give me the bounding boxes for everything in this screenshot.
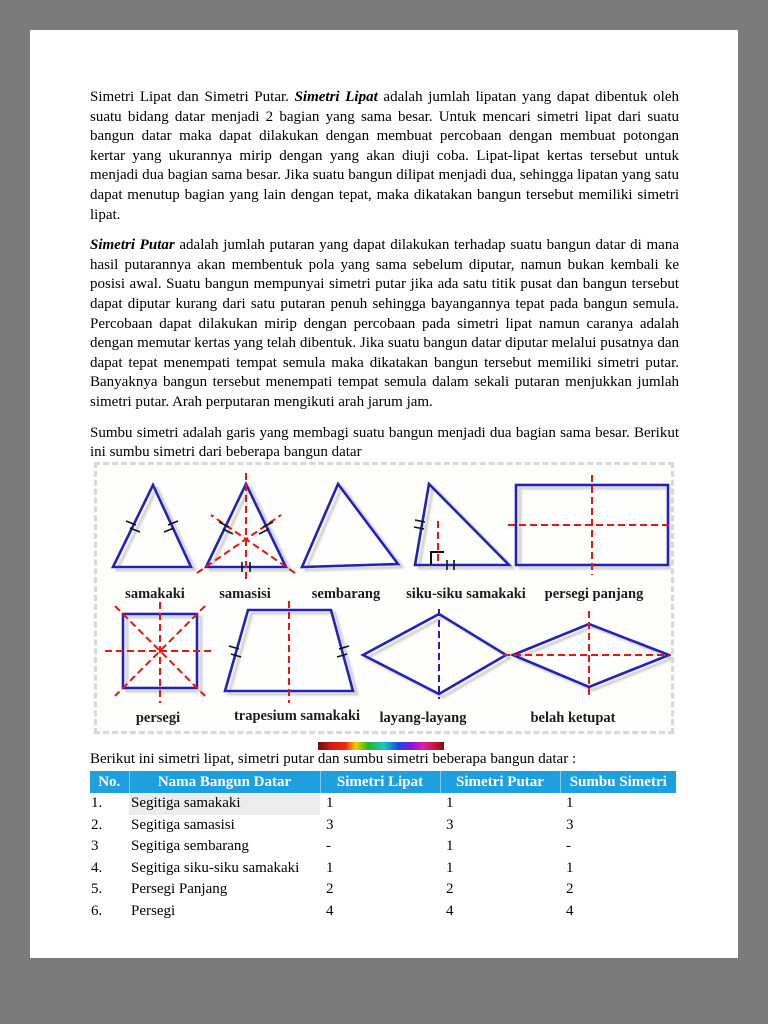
term-simetri-lipat: Simetri Lipat [294,89,378,105]
cell-sumbu-simetri: - [566,838,571,855]
table-row [90,836,676,858]
shape-label-persegi-panjang: persegi panjang [544,586,644,602]
cell-name: Segitiga samakaki [129,793,320,815]
cell-simetri-putar: 1 [446,838,454,855]
table-row [90,815,676,837]
paragraph-simetri-putar [90,236,679,412]
paragraph-body: adalah jumlah lipatan yang dapat dibentuk oleh suatu bidang datar menjadi 2 bagian yang sama besar. Untuk mencari simetri lipat dari suatu bangun datar maka dapat dilakukan dengan membuat percobaan dengan membuat potongan kertar yang ukurannya mirip dengan yang akan diuji coba. Lipat-lipat kertas tersebut untuk menjadi dua bagian sama besar. Jika suatu bangun dilipat menjadi dua, sehingga lipatan yang satu dapat menutup bagian yang lain dengan tepat, maka dikatakan bangun tersebut memiliki simetri lipat. [90,89,680,223]
document-page [30,30,738,958]
shape-label-trapesium-samakaki: trapesium samakaki [233,708,361,724]
table-row [90,879,676,901]
cell-sumbu-simetri: 4 [566,902,574,919]
rainbow-divider [318,742,444,750]
equilateral-triangle-shape [197,473,295,581]
shape-label-layang-layang: layang-layang [379,710,467,726]
cell-sumbu-simetri: 1 [566,795,574,812]
cell-simetri-putar: 4 [446,902,454,919]
paragraph-sumbu-simetri: Sumbu simetri adalah garis yang membagi suatu bangun menjadi dua bagian sama besar. Berikut ini sumbu simetri dari beberapa bangun datar [90,424,679,461]
scalene-triangle-shape [302,484,398,567]
term-simetri-putar: Simetri Putar [90,237,175,254]
col-header-no: No. [90,771,129,793]
cell-simetri-lipat: - [326,838,331,855]
shape-label-samakaki: samakaki [125,586,185,602]
cell-sumbu-simetri: 3 [566,816,574,833]
isosceles-triangle-shape [113,485,191,567]
cell-no: 2. [91,816,103,833]
paragraph-simetri-lipat [90,88,679,225]
symmetry-shapes-figure [94,462,674,734]
cell-no: 4. [91,859,103,876]
rhombus-shape [503,611,669,699]
rectangle-shape [508,475,670,575]
cell-simetri-putar: 3 [446,816,454,833]
right-isosceles-triangle-shape [414,484,509,570]
cell-simetri-lipat: 3 [326,816,334,833]
cell-simetri-putar: 1 [446,859,454,876]
paragraph-lead: Simetri Lipat dan Simetri Putar. [90,89,295,105]
paragraph-body: adalah jumlah putaran yang dapat dilakukan terhadap suatu bangun datar di mana hasil putarannya akan membentuk pola yang sama sebelum diputar, namun bukan kembali ke posisi awal. Suatu bangun mempunyai simetri putar jika ada satu titik pusat dan bangun tersebut dapat diputar kurang dari satu putaran penuh sehingga bayangannya tepat pada bangun semula. Percobaan dapat dilakukan mirip dengan percobaan pada simetri lipat namun caranya adalah dengan memutar kertas yang telah dibentuk. Jika suatu bangun datar diputar melalui pusatnya dan dapat tepat menempati tempat semula maka dikatakan bangun tersebut memiliki simetri putar. Banyaknya bangun tersebut menempati tempat semula dalam sekali putaran menjukkan jumlah simetri putar. Arah perputaran mengikuti arah jarum jam. [90,237,679,410]
symmetry-table [90,771,676,922]
cell-no: 5. [91,881,103,898]
table-caption: Berikut ini simetri lipat, simetri putar dan sumbu simetri beberapa bangun datar : [90,751,577,767]
shape-label-persegi: persegi [135,710,181,726]
cell-simetri-putar: 2 [446,881,454,898]
cell-simetri-lipat: 1 [326,859,334,876]
square-shape [105,602,215,703]
cell-no: 3 [91,838,99,855]
cell-name: Segitiga samasisi [131,816,235,833]
col-header-sumbu-simetri: Sumbu Simetri [560,771,676,793]
isosceles-trapezoid-shape [225,601,353,703]
shape-label-sembarang: sembarang [311,586,381,602]
table-row [90,858,676,880]
col-header-simetri-putar: Simetri Putar [440,771,560,793]
cell-name: Persegi [131,902,176,919]
table-row [90,793,676,815]
table-row [90,901,676,923]
body-text [90,88,679,474]
cell-name: Segitiga siku-siku samakaki [131,859,300,876]
col-header-nama-bangun-datar: Nama Bangun Datar [129,771,320,793]
shape-label-belah-ketupat: belah ketupat [530,710,616,726]
cell-name: Persegi Panjang [131,881,228,898]
cell-simetri-lipat: 4 [326,902,334,919]
col-header-simetri-lipat: Simetri Lipat [320,771,440,793]
kite-shape [363,609,506,699]
cell-sumbu-simetri: 1 [566,859,574,876]
cell-sumbu-simetri: 2 [566,881,574,898]
cell-simetri-putar: 1 [446,795,454,812]
cell-name: Segitiga sembarang [131,838,249,855]
cell-simetri-lipat: 2 [326,881,334,898]
shape-label-siku-siku-samakaki: siku-siku samakaki [406,586,526,602]
shapes-figure-svg [97,465,671,731]
shape-label-samasisi: samasisi [219,586,271,602]
cell-no: 6. [91,902,103,919]
cell-no: 1. [91,795,103,812]
cell-simetri-lipat: 1 [326,795,334,812]
table-header-row [90,771,676,793]
